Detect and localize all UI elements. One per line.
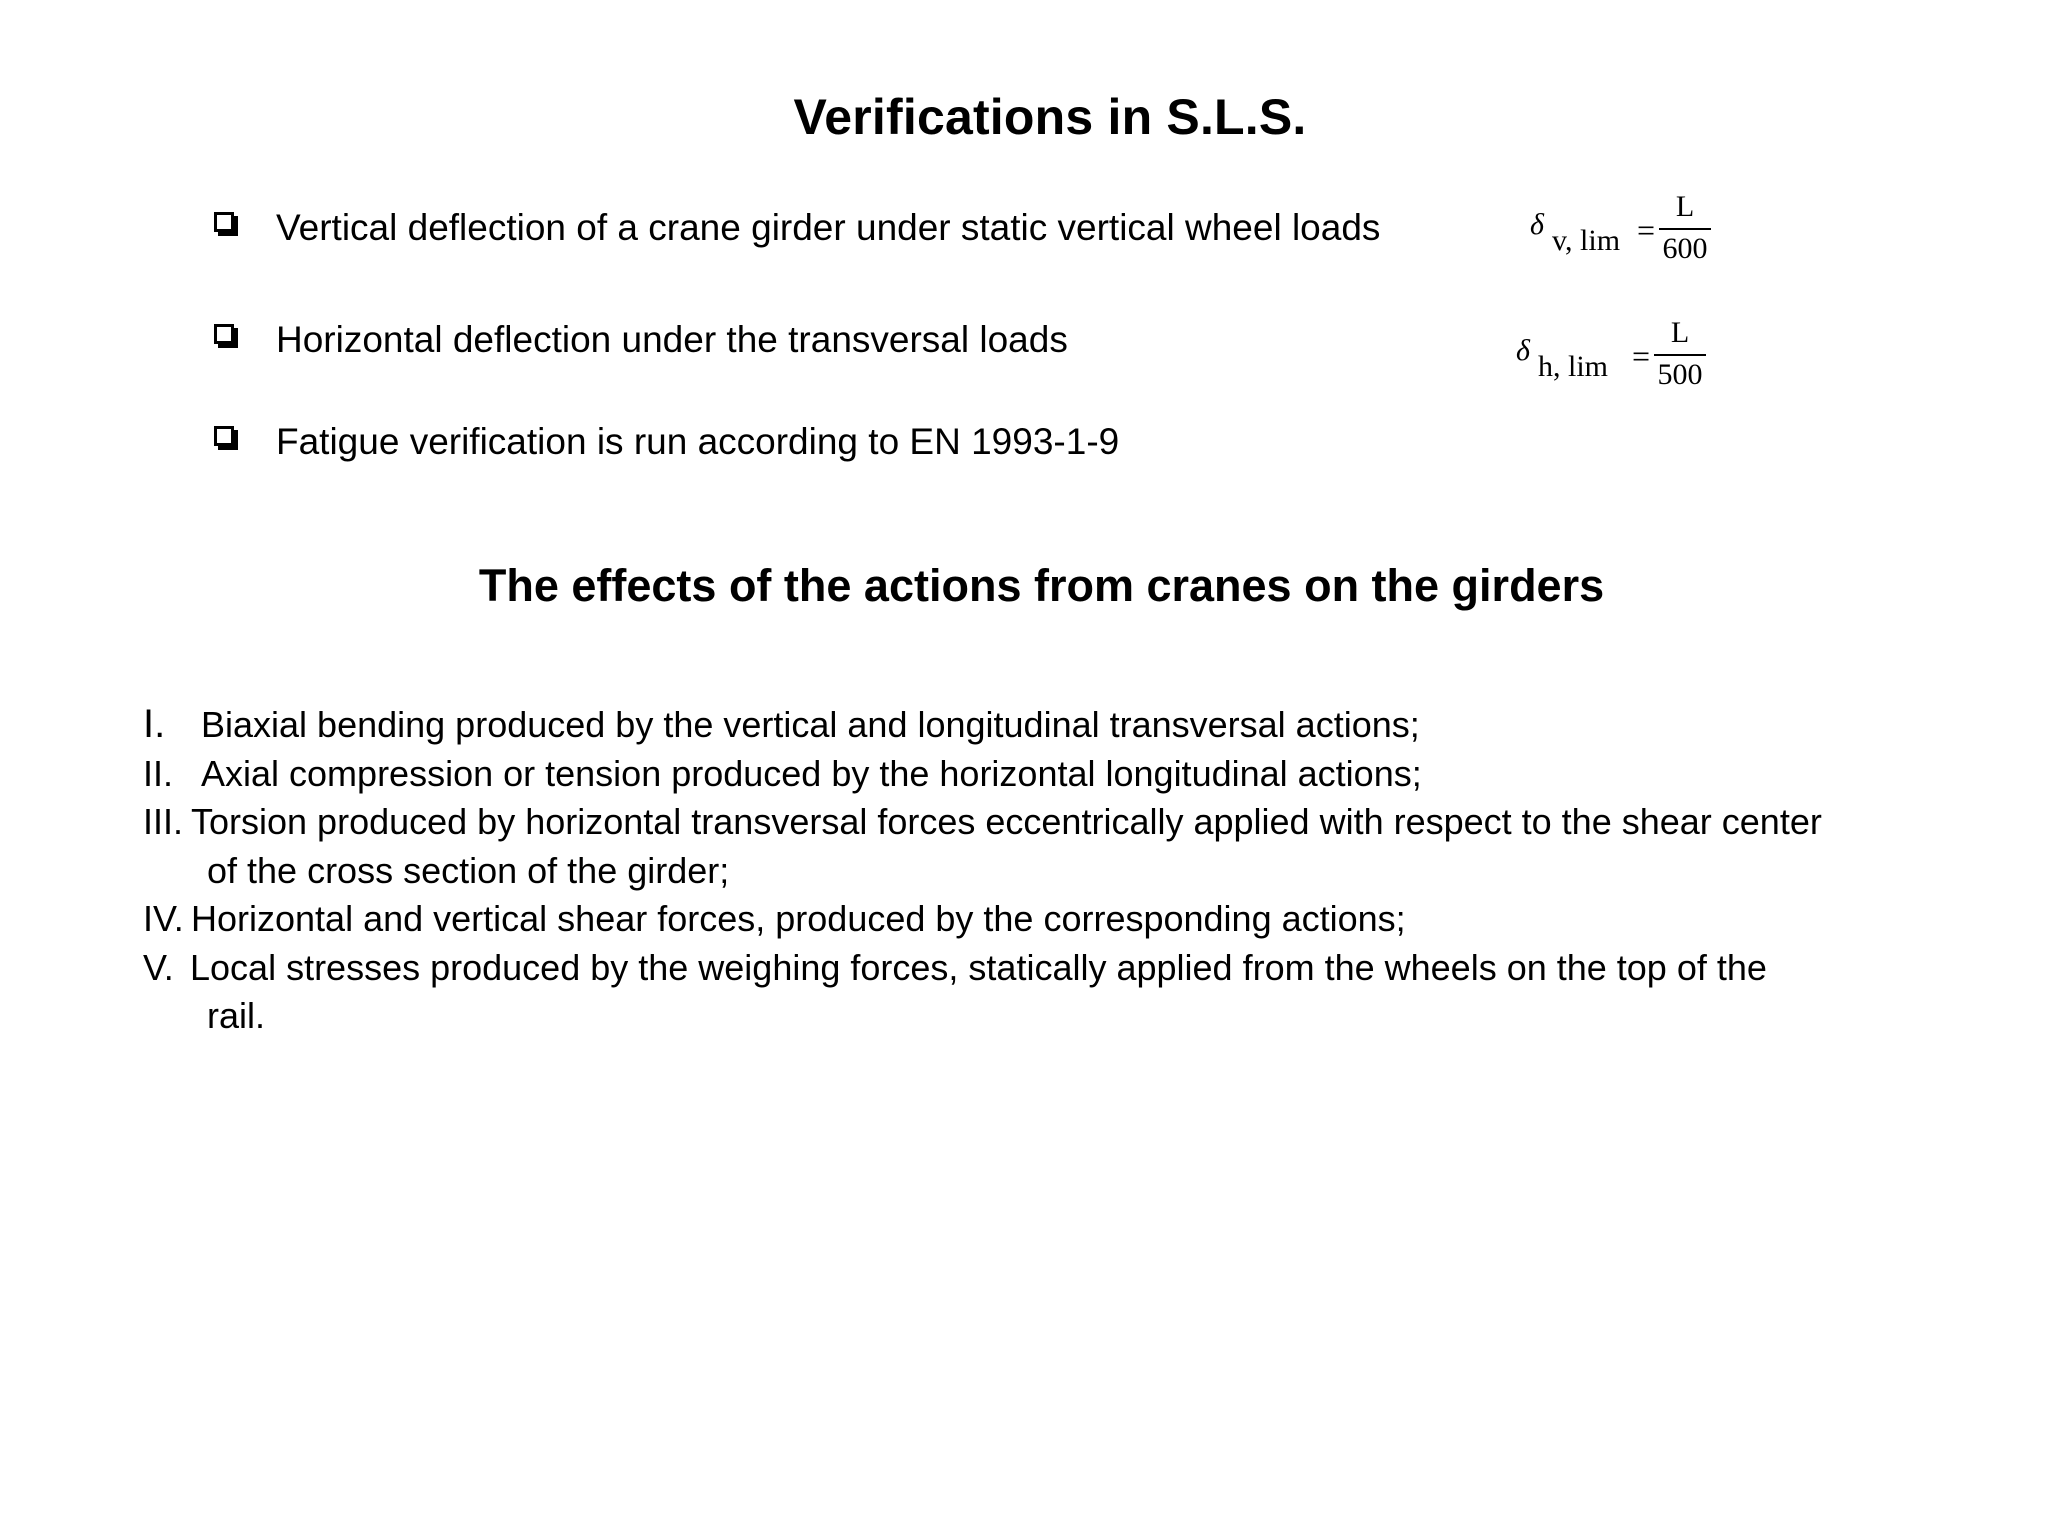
fraction-bar: [1654, 354, 1706, 356]
list-item: [143, 750, 1943, 799]
section-title: The effects of the actions from cranes on the girders: [478, 560, 1605, 611]
list-item-continuation: rail.: [207, 995, 266, 1036]
list-item-number: III.: [143, 801, 184, 842]
list-item-continuation: of the cross section of the girder;: [207, 849, 730, 891]
fraction-bar: [1659, 228, 1711, 230]
formula-equals: =: [1632, 338, 1651, 374]
formula-symbol: δ: [1530, 208, 1544, 241]
formula-equals: =: [1637, 212, 1656, 248]
list-item-text: Horizontal and vertical shear forces, produced by the corresponding actions;: [191, 898, 1406, 939]
list-item-text: Local stresses produced by the weighing forces, statically applied from the wheels on the top of the: [190, 946, 1767, 988]
list-item-text: Axial compression or tension produced by the horizontal longitudinal actions;: [201, 752, 1422, 794]
list-item-number: II.: [143, 752, 174, 794]
checkbox-bullet-icon: [214, 324, 234, 344]
formula-symbol: δ: [1516, 334, 1530, 367]
list-item: [143, 798, 1943, 895]
formula-subscript: v, lim: [1552, 224, 1621, 257]
list-item: [143, 700, 1943, 750]
list-item-number: V.: [143, 946, 174, 988]
formula-denominator: 500: [1657, 358, 1703, 391]
checkbox-bullet-icon: [214, 426, 234, 446]
list-item-text: Biaxial bending produced by the vertical and longitudinal transversal actions;: [201, 704, 1420, 745]
effects-list: [143, 700, 1943, 1041]
bullet-text: Fatigue verification is run according to EN 1993-1-9: [276, 421, 1120, 462]
list-item-number: I.: [143, 702, 166, 746]
bullet-text: Horizontal deflection under the transversal loads: [276, 319, 1068, 360]
formula-numerator: L: [1670, 316, 1690, 349]
formula-denominator: 600: [1662, 232, 1708, 265]
bullet-text: Vertical deflection of a crane girder under static vertical wheel loads: [276, 207, 1381, 248]
list-item: [143, 895, 1943, 944]
formula-subscript: h, lim: [1538, 350, 1609, 383]
list-item-number: IV.: [143, 898, 184, 939]
list-item: [143, 944, 1943, 1041]
slide-title: Verifications in S.L.S.: [793, 89, 1307, 145]
list-item-text: Torsion produced by horizontal transversal forces eccentrically applied with respect to the shear center: [191, 801, 1822, 842]
checkbox-bullet-icon: [214, 212, 234, 232]
formula-vertical-deflection-limit: [1530, 190, 1730, 270]
formula-numerator: L: [1675, 190, 1695, 223]
formula-horizontal-deflection-limit: [1516, 316, 1716, 396]
